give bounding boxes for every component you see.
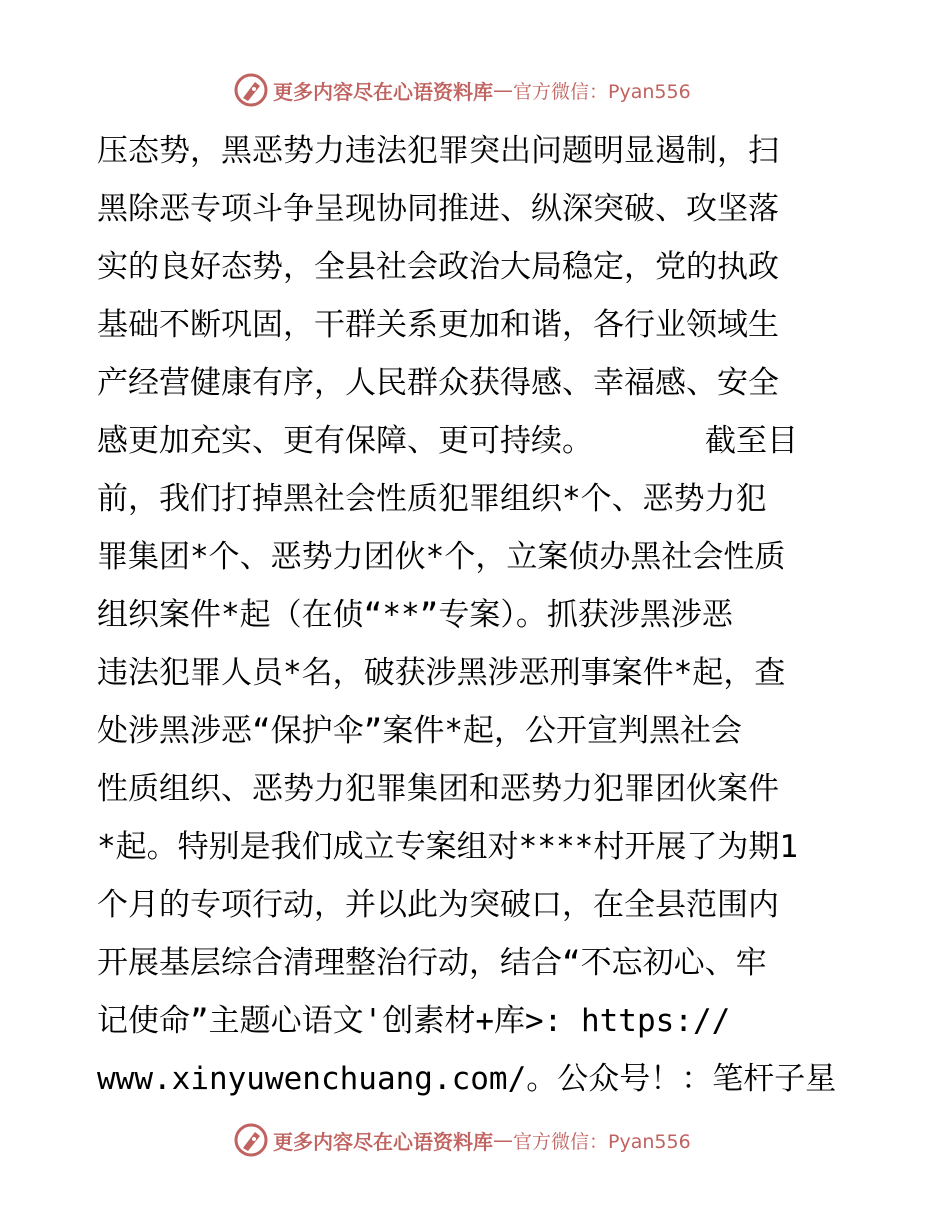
body-text — [97, 122, 857, 1108]
text-line: 记使命”主题心语文'创素材+库>: https:// — [97, 1003, 731, 1039]
text-line: 黑除恶专项斗争呈现协同推进、纵深突破、攻坚落 — [97, 191, 779, 227]
pen-nib-logo-icon — [233, 72, 269, 108]
text-line: 产经营健康有序，人民群众获得感、幸福感、安全 — [97, 365, 779, 401]
header-banner — [233, 70, 753, 110]
text-line: 违法犯罪人员*名，破获涉黑涉恶刑事案件*起，查 — [97, 655, 786, 691]
banner-text: 更多内容尽在心语资料库 — [273, 79, 493, 104]
banner-separator: — — [493, 1128, 513, 1152]
banner-text: 更多内容尽在心语资料库 — [273, 1129, 493, 1154]
pen-nib-logo-icon — [233, 1122, 269, 1158]
text-line: 处涉黑涉恶“保护伞”案件*起，公开宣判黑社会 — [97, 713, 742, 749]
text-line: 感更加充实、更有保障、更可持续。 截至目 — [97, 423, 798, 459]
text-line: 组织案件*起（在侦“**”专案）。抓获涉黑涉恶 — [97, 597, 733, 633]
text-line: 基础不断巩固，干群关系更加和谐，各行业领域生 — [97, 307, 779, 343]
banner-separator: — — [493, 78, 513, 102]
text-line: 个月的专项行动，并以此为突破口，在全县范围内 — [97, 887, 779, 923]
text-line: 压态势，黑恶势力违法犯罪突出问题明显遏制，扫 — [97, 133, 779, 169]
text-line: 前，我们打掉黑社会性质犯罪组织*个、恶势力犯 — [97, 481, 767, 517]
banner-wechat: 官方微信：Pyan556 — [513, 80, 691, 103]
text-line: www.xinyuwenchuang.com/。公众号！：笔杆子星 — [97, 1061, 837, 1097]
footer-banner — [233, 1120, 753, 1160]
text-line: 罪集团*个、恶势力团伙*个，立案侦办黑社会性质 — [97, 539, 786, 575]
text-line: 实的良好态势，全县社会政治大局稳定，党的执政 — [97, 249, 779, 285]
banner-wechat: 官方微信：Pyan556 — [513, 1130, 691, 1153]
text-line: 开展基层综合清理整治行动，结合“不忘初心、牢 — [97, 945, 767, 981]
text-line: 性质组织、恶势力犯罪集团和恶势力犯罪团伙案件 — [97, 771, 779, 807]
text-line: *起。特别是我们成立专案组对****村开展了为期1 — [97, 829, 798, 865]
